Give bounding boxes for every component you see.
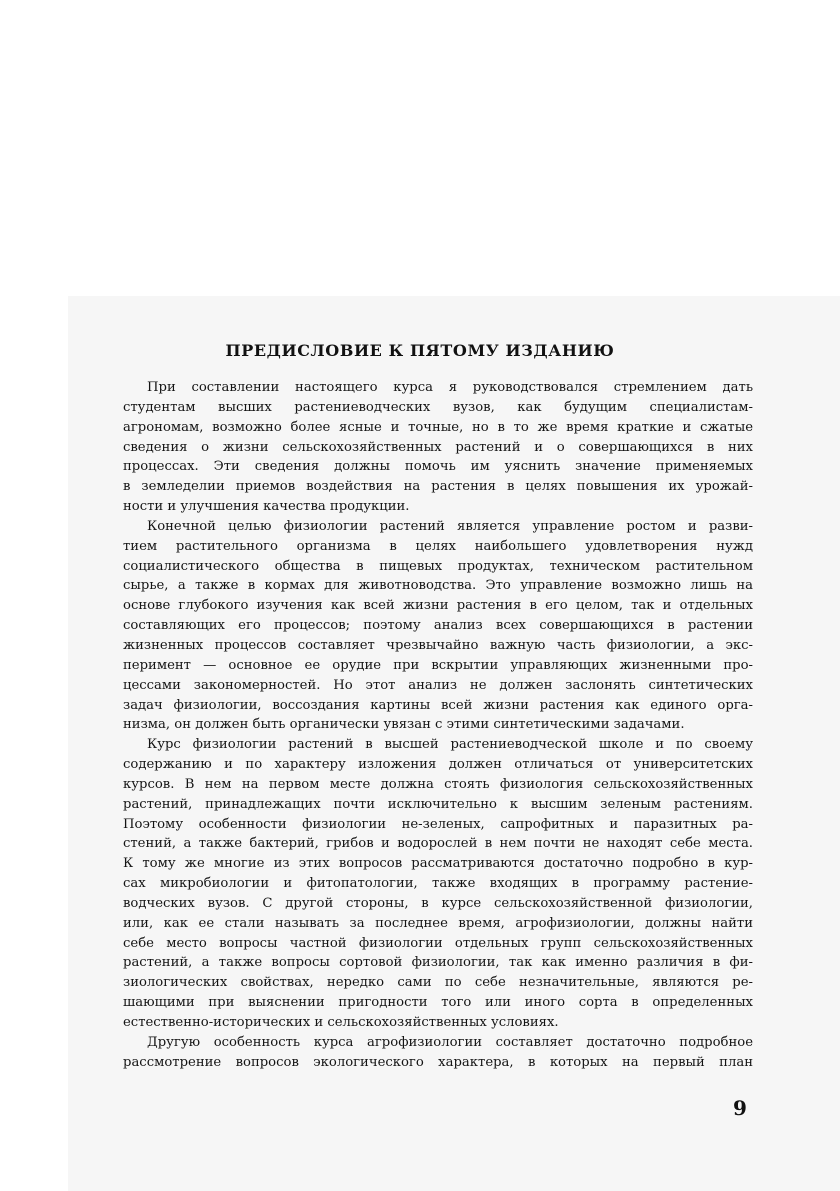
text-line: естественно-исторических и сельскохозяйственных условиях.: [123, 1015, 559, 1030]
text-line: процессах. Эти сведения должны помочь им уяснить значение применяемых: [123, 459, 753, 475]
text-line: шающими при выяснении пригодности того или иного сорта в определенных: [123, 995, 753, 1011]
text-line: составляющих его процессов; поэтому анализ всех совершающихся в растении: [123, 618, 753, 634]
chapter-heading: ПРЕДИСЛОВИЕ К ПЯТОМУ ИЗДАНИЮ: [225, 341, 615, 360]
text-line: водческих вузов. С другой стороны, в курсе сельскохозяйственной физиологии,: [123, 895, 753, 911]
text-line: жизненных процессов составляет чрезвычайно важную часть физиологии, а экс-: [123, 637, 753, 653]
text-line: задач физиологии, воссоздания картины всей жизни растения как единого орга-: [123, 697, 753, 713]
text-line: При составлении настоящего курса я руководствовался стремлением дать: [147, 380, 753, 395]
text-line: зиологических свойствах, нередко сами по себе незначительные, являются ре-: [123, 975, 753, 991]
text-line: Конечной целью физиологии растений является управление ростом и разви-: [147, 518, 753, 534]
text-line: агрономам, возможно более ясные и точные, но в то же время краткие и сжатые: [123, 419, 753, 435]
text-line: рассмотрение вопросов экологического характера, в которых на первый план: [123, 1054, 753, 1070]
text-line: сах микробиологии и фитопатологии, также входящих в программу растение-: [123, 876, 753, 892]
text-line: студентам высших растениеводческих вузов, как будущим специалистам-: [123, 399, 753, 415]
text-line: низма, он должен быть органически увязан с этими синтетическими задачами.: [123, 717, 685, 733]
text-line: растений, принадлежащих почти исключительно к высшим зеленым растениям.: [123, 796, 753, 812]
text-line: растений, а также вопросы сортовой физиологии, так как именно различия в фи-: [123, 955, 753, 971]
text-line: социалистического общества в пищевых продуктах, техническом растительном: [123, 558, 753, 574]
page-number: 9: [733, 1096, 747, 1120]
text-line: курсов. В нем на первом месте должна стоять физиология сельскохозяйственных: [123, 776, 753, 792]
text-line: или, как ее стали называть за последнее время, агрофизиологии, должны найти: [123, 915, 753, 931]
body-text: [123, 378, 753, 1073]
text-line: Курс физиологии растений в высшей растениеводческой школе и по своему: [147, 737, 753, 753]
text-line: Поэтому особенности физиологии не-зеленых, сапрофитных и паразитных ра-: [123, 816, 753, 832]
text-line: тием растительного организма в целях наибольшего удовлетворения нужд: [123, 538, 753, 554]
text-line: цессами закономерностей. Но этот анализ не должен заслонять синтетических: [123, 677, 753, 693]
text-line: Другую особенность курса агрофизиологии составляет достаточно подробное: [147, 1034, 753, 1050]
text-line: ности и улучшения качества продукции.: [123, 499, 410, 515]
paragraph: [123, 378, 753, 517]
text-line: основе глубокого изучения как всей жизни растения в его целом, так и отдельных: [123, 598, 753, 614]
paragraph: [123, 735, 753, 1033]
text-line: в земледелии приемов воздействия на растения в целях повышения их урожай-: [123, 479, 753, 495]
text-line: сырье, а также в кормах для животноводства. Это управление возможно лишь на: [123, 578, 753, 594]
text-line: себе место вопросы частной физиологии отдельных групп сельскохозяйственных: [123, 935, 753, 951]
text-line: К тому же многие из этих вопросов рассматриваются достаточно подробно в кур-: [123, 856, 753, 872]
text-line: стений, а также бактерий, грибов и водорослей в нем почти не находят себе места.: [123, 836, 753, 852]
paragraph: [123, 517, 753, 735]
text-line: перимент — основное ее орудие при вскрытии управляющих жизненными про-: [123, 657, 753, 673]
text-line: содержанию и по характеру изложения должен отличаться от университетских: [123, 757, 753, 773]
text-line: сведения о жизни сельскохозяйственных растений и о совершающихся в них: [123, 439, 753, 455]
paragraph: [123, 1033, 753, 1073]
